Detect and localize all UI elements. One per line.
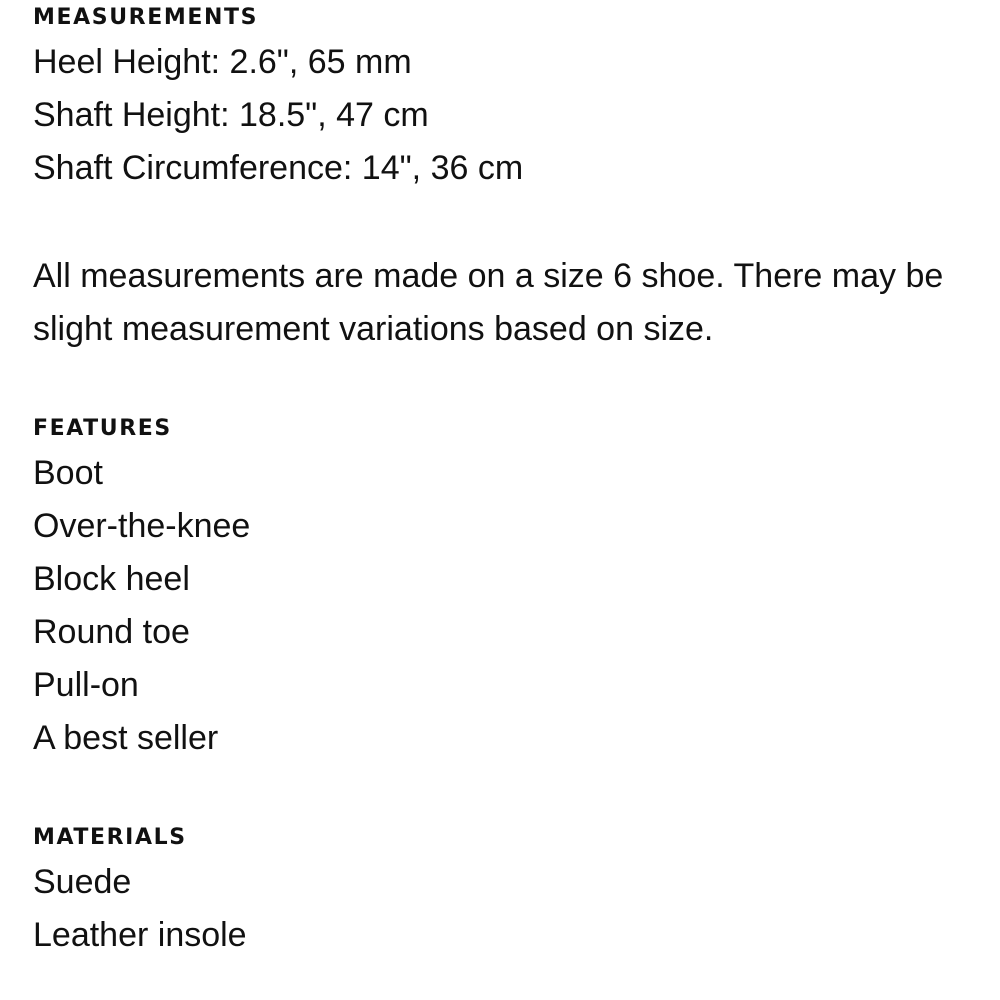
feature-item: A best seller: [33, 719, 219, 757]
feature-item: Over-the-knee: [33, 507, 251, 545]
measurements-note: All measurements are made on a size 6 shoe. There may be slight measurement variations based on size.: [33, 257, 944, 348]
features-list: [33, 447, 973, 765]
feature-item: Pull-on: [33, 666, 139, 704]
features-heading: FEATURES: [33, 416, 172, 441]
measurements-list: [33, 36, 973, 195]
shaft-height: Shaft Height: 18.5", 47 cm: [33, 96, 429, 134]
feature-item: Round toe: [33, 613, 190, 651]
material-item: Leather insole: [33, 916, 247, 954]
feature-item: Block heel: [33, 560, 190, 598]
material-item: Suede: [33, 863, 132, 901]
heel-height: Heel Height: 2.6", 65 mm: [33, 43, 412, 81]
materials-list: [33, 856, 973, 962]
materials-heading: MATERIALS: [33, 825, 187, 850]
feature-item: Boot: [33, 454, 103, 492]
shaft-circumference: Shaft Circumference: 14", 36 cm: [33, 149, 524, 187]
product-details: [33, 0, 973, 962]
measurements-heading: MEASUREMENTS: [33, 5, 259, 30]
